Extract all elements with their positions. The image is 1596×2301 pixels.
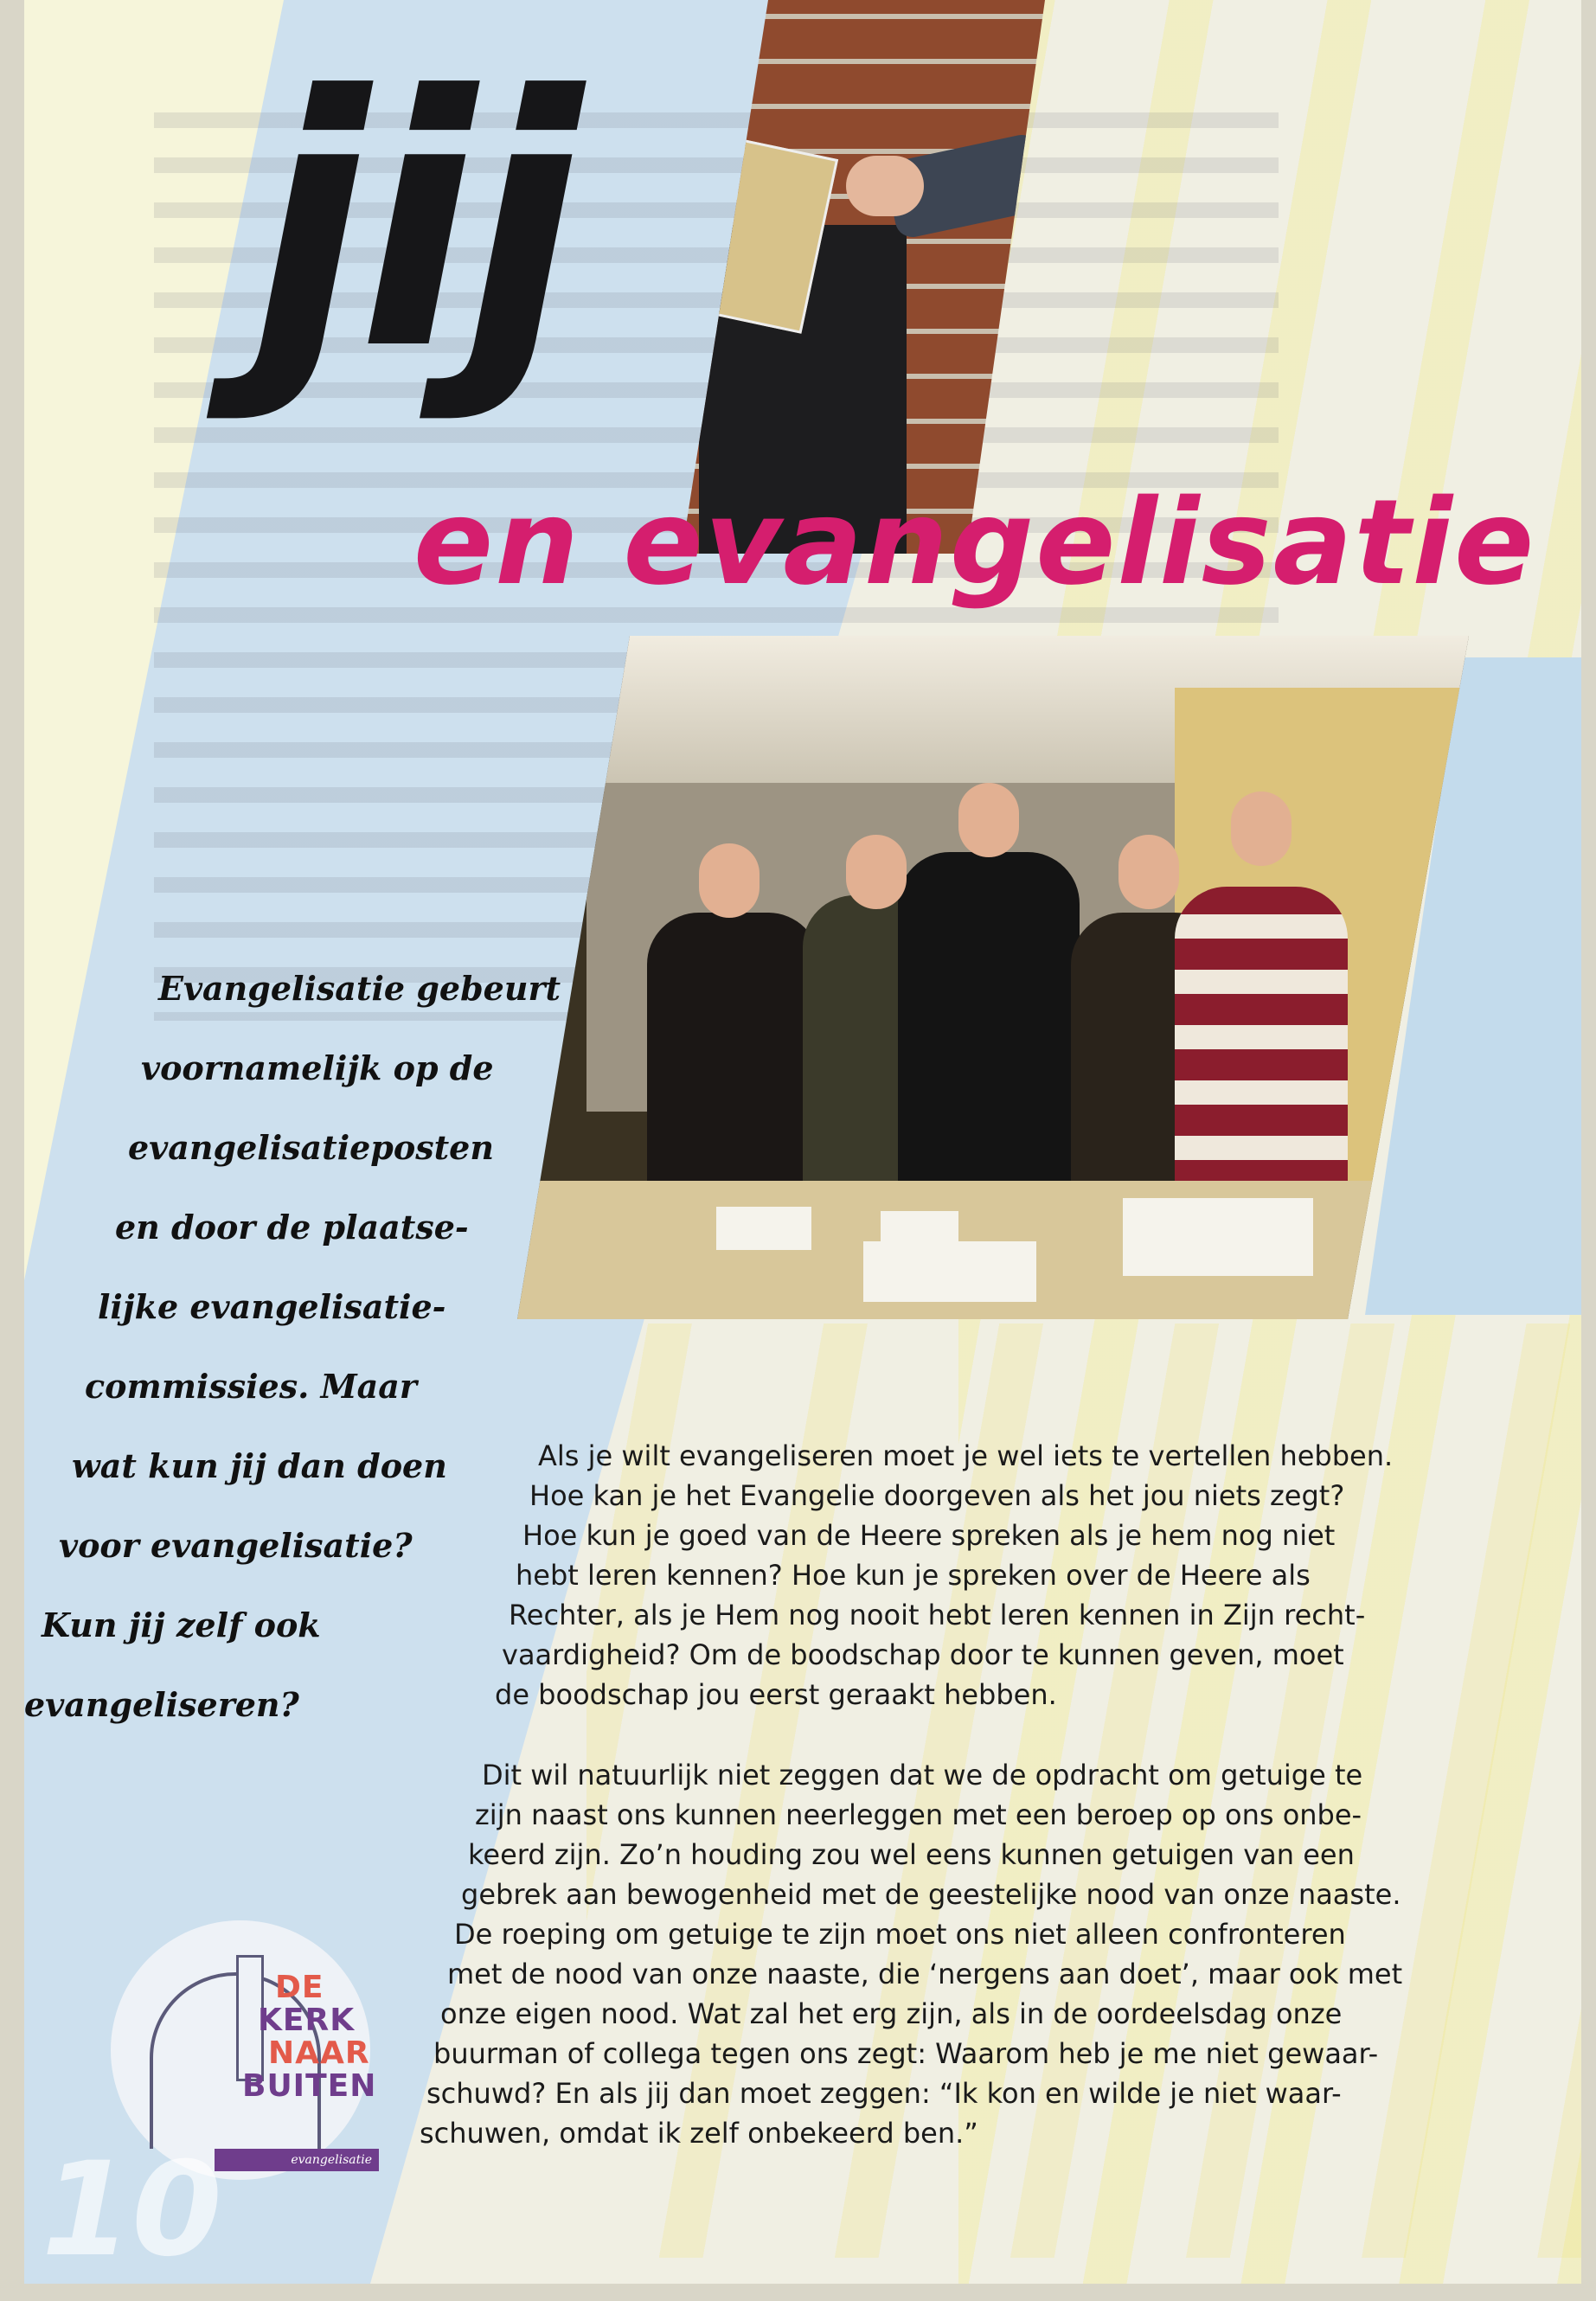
pull-quote-line: voor evangelisatie? [59,1526,413,1565]
person-head [958,783,1019,857]
paragraph-line: Rechter, als je Hem nog nooit hebt leren kennen in Zijn recht- [509,1599,1366,1631]
pull-quote-line: evangelisatieposten [128,1128,494,1167]
person-head [699,843,760,918]
person-head [846,835,907,909]
paragraph-line: keerd zijn. Zo’n houding zou wel eens kunnen getuigen van een [468,1838,1355,1871]
map [1123,1198,1313,1276]
paragraph-line: vaardigheid? Om de boodschap door te kunnen geven, moet [502,1638,1344,1671]
pull-quote-line: wat kun jij dan doen [72,1446,447,1485]
photo-group [517,636,1469,1319]
logo-tagline: evangelisatie [215,2149,379,2171]
pull-quote-line: commissies. Maar [85,1367,417,1406]
paragraph-line: gebrek aan bewogenheid met de geestelijke nood van onze naaste. [461,1878,1401,1911]
paper [863,1241,1036,1302]
paragraph-line: de boodschap jou eerst geraakt hebben. [495,1678,1057,1711]
logo-line-buiten: BUITEN [242,2068,377,2104]
pull-quote-line: Kun jij zelf ook [42,1606,321,1644]
paper [716,1207,811,1250]
paragraph-line: Hoe kun je goed van de Heere spreken als je hem nog niet [522,1519,1336,1552]
title-en-evangelisatie: en evangelisatie [413,475,1536,612]
pull-quote-line: lijke evangelisatie- [98,1287,446,1326]
paragraph-line: De roeping om getuige te zijn moet ons niet alleen confronteren [454,1918,1346,1951]
magazine-page [24,0,1581,2284]
paragraph-line: Dit wil natuurlijk niet zeggen dat we de opdracht om getuige te [482,1759,1363,1791]
paragraph-line: met de nood van onze naaste, die ‘nergens aan doet’, maar ook met [447,1958,1403,1990]
paragraph-line: schuwen, omdat ik zelf onbekeerd ben.” [420,2117,978,2150]
page-number: 10 [42,2135,222,2284]
hand [846,156,924,216]
pull-quote-line: Evangelisatie gebeurt [158,969,561,1008]
logo-line-de: DE [275,1970,324,2005]
person-head [1118,835,1179,909]
person-head [1231,792,1292,866]
paragraph-line: buurman of collega tegen ons zegt: Waarom heb je me niet gewaar- [433,2037,1379,2070]
paragraph-line: schuwd? En als jij dan moet zeggen: “Ik kon en wilde je niet waar- [426,2077,1342,2110]
paragraph-line: Als je wilt evangeliseren moet je wel iets te vertellen hebben. [538,1439,1394,1472]
logo-line-naar: NAAR [268,2035,370,2071]
paragraph-line: hebt leren kennen? Hoe kun je spreken over de Heere als [516,1559,1311,1592]
logo-line-kerk: KERK [258,2003,356,2038]
paragraph-line: zijn naast ons kunnen neerleggen met een beroep op ons onbe- [475,1798,1362,1831]
pull-quote-line: evangeliseren? [24,1685,299,1724]
paragraph-line: onze eigen nood. Wat zal het erg zijn, als in de oordeelsdag onze [440,1997,1343,2030]
title-jij: jij [251,23,571,426]
pull-quote-line: en door de plaatse- [115,1208,469,1247]
paragraph-line: Hoe kan je het Evangelie doorgeven als het jou niets zegt? [529,1479,1345,1512]
pull-quote-line: voornamelijk op de [141,1048,494,1087]
